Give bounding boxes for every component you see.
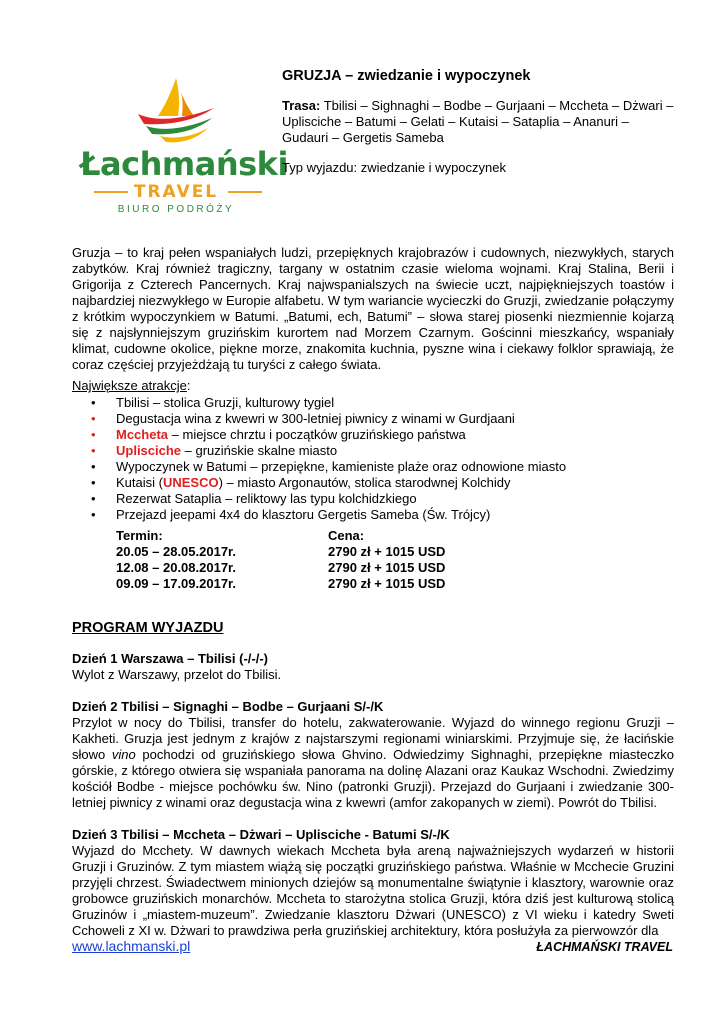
bullet-icon: • [91, 427, 96, 442]
logo-rule-right [228, 191, 262, 193]
day-text-emphasis: vino [111, 747, 136, 762]
date-cell: 09.09 – 17.09.2017r. [116, 576, 237, 591]
day-title: Dzień 1 Warszawa – Tbilisi (-/-/-) [72, 651, 268, 666]
dates-column [116, 528, 236, 592]
bullet-icon: • [91, 443, 96, 458]
list-item-text: Kutaisi ( [116, 475, 163, 490]
list-item-text: Wypoczynek w Batumi – przepiękne, kamieniste plaże oraz odnowione miasto [116, 459, 567, 474]
dates-heading: Termin: [116, 528, 163, 543]
date-cell: 12.08 – 20.08.2017r. [116, 560, 237, 575]
list-item-text: – miejsce chrztu i początków gruzińskiego państwa [168, 427, 466, 442]
bullet-icon: • [91, 459, 96, 474]
list-item-text: Tbilisi – stolica Gruzji, kulturowy tygiel [116, 395, 335, 410]
list-item-highlight: Mccheta [116, 427, 169, 442]
program-heading: PROGRAM WYJAZDU [72, 620, 224, 636]
list-item [72, 427, 674, 443]
bullet-icon: • [91, 475, 96, 490]
list-item-text: – gruzińskie skalne miasto [181, 443, 338, 458]
day-text: Wyjazd do Mcchety. W dawnych wiekach Mccheta była areną najważniejszych wydarzeń w historii Gruzji i Gruzinów. Z tym miastem wiążą się początki gruzińskiego państwa. Właśnie w Mcchecie Gruzini przyjęli chrzest. Świadectwem minionych dziejów są monumentalne świątynie i klasztory, warownie oraz grobowce gruzińskich monarchów. Mccheta to starożytna stolica Gruzji, która dziś jest kulturową stolicą Gruzinów i „miastem-muzeum”. Zwiedzanie klasztoru Dżwari (UNESCO) z VI wieku i katedry Sweti Cchoweli z XI w. Dżwari to prawdziwa perła gruzińskiej architektury, która posłużyła za pierwowzór dla [72, 843, 674, 938]
logo-brand-sub: TRAVEL [133, 182, 219, 202]
attractions-heading-text: Największe atrakcje [72, 378, 187, 393]
intro-paragraph: Gruzja – to kraj pełen wspaniałych ludzi, przepięknych krajobrazów i cudownych, niezwykłych, starych zabytków. Kraj również tragiczny, targany w ostatnim czasie wieloma wojnami. Kraj Stalina, Berii i Grigorija z Czterech Pancernych. Kraj najwspanialszych na świecie uczt, najpiękniejszych toastów i najbardziej niezwykłego w Europie alfabetu. W tym wariancie wycieczki do Gruzji, zwiedzanie połączymy z krótkim wypoczynkiem w Batumi. „Batumi, ech, Batumi” – słowa starej piosenki niezmiennie kojarzą się z najsłynniejszym gruzińskim kurortem nad Morzem Czarnym. Gościnni mieszkańcy, wspaniały klimat, cudowne okolice, piękne morze, znakomita kuchnia, pyszne wina i ciekawy folklor sprawiają, że coraz częściej przyjeżdżają tu turyści z całego świata. [72, 245, 674, 372]
route-label: Trasa: [282, 98, 321, 113]
list-item [72, 459, 674, 475]
list-item-highlight: Uplisciche [116, 443, 182, 458]
list-item-highlight: UNESCO [162, 475, 219, 490]
attractions-heading-colon: : [186, 378, 191, 393]
price-cell: 2790 zł + 1015 USD [328, 560, 446, 575]
footer-brand: ŁACHMAŃSKI TRAVEL [536, 940, 673, 954]
sail-logo-icon [132, 70, 222, 150]
day-text [72, 715, 674, 811]
list-item [72, 475, 674, 491]
list-item [72, 491, 674, 507]
prices-heading: Cena: [328, 528, 365, 543]
day-2 [72, 699, 674, 811]
list-item [72, 395, 674, 411]
prices-column [328, 528, 445, 592]
list-item-text: Przejazd jeepami 4x4 do klasztoru Gergetis Sameba (Św. Trójcy) [116, 507, 491, 522]
list-item-text: ) – miasto Argonautów, stolica starodwnej Kolchidy [218, 475, 511, 490]
date-cell: 20.05 – 28.05.2017r. [116, 544, 237, 559]
list-item-text: Degustacja wina z kwewri w 300-letniej piwnicy z winami w Gurdjaani [116, 411, 515, 426]
program-days [72, 651, 674, 955]
route-line [282, 98, 674, 146]
logo-brand-name: Łachmański [80, 145, 288, 183]
attractions-heading [72, 378, 674, 394]
price-cell: 2790 zł + 1015 USD [328, 544, 446, 559]
logo-tagline: BIURO PODRÓŻY [117, 204, 235, 215]
company-logo [70, 66, 288, 226]
intro-section [72, 245, 674, 373]
day-title: Dzień 3 Tbilisi – Mccheta – Dżwari – Uplisciche - Batumi S/-/K [72, 827, 450, 842]
day-text-part: Przylot w nocy do Tbilisi, transfer do hotelu, zakwaterowanie. Wyjazd do winnego regionu Gruzji – Kakheti. Gruzja jest jednym z krajów z najstarszymi regionami winiarskimi. Przyjmuje się, że łacińskie słowo [72, 715, 674, 762]
day-text-part: pochodzi od gruzińskiego słowa Ghvino. Odwiedzimy Sighnaghi, przepiękne miasteczko górskie, z którego otwiera się wspaniała panorama na dolinę Alazani oraz Kaukaz Wschodni. Zwiedzimy kościół Bodbe - miejsce pochówku św. Nino (patronki Gruzji). Przejazd do Gurjaani i zwiedzanie 300-letniej piwnicy z winami oraz degustacja wina z kwewri (amfor zakopanych w ziemi). Powrót do Tbilisi. [72, 747, 674, 810]
day-1 [72, 651, 674, 683]
bullet-icon: • [91, 411, 96, 426]
list-item-text: Rezerwat Sataplia – reliktowy las typu kolchidzkiego [116, 491, 417, 506]
day-title: Dzień 2 Tbilisi – Signaghi – Bodbe – Gurjaani S/-/K [72, 699, 384, 714]
website-link[interactable]: www.lachmanski.pl [72, 938, 191, 954]
day-text: Wylot z Warszawy, przelot do Tbilisi. [72, 667, 282, 682]
trip-type: Typ wyjazdu: zwiedzanie i wypoczynek [282, 160, 506, 175]
attractions-list [72, 395, 674, 523]
list-item [72, 443, 674, 459]
attractions-section [72, 378, 674, 523]
bullet-icon: • [91, 491, 96, 506]
header-block [282, 68, 674, 176]
route-text: Tbilisi – Sighnaghi – Bodbe – Gurjaani – Mccheta – Dżwari – Uplisciche – Batumi – Gelati – Kutaisi – Sataplia – Ananuri – Gudauri – Gergetis Sameba [282, 98, 674, 145]
price-cell: 2790 zł + 1015 USD [328, 576, 446, 591]
page-title: GRUZJA – zwiedzanie i wypoczynek [282, 68, 531, 84]
list-item [72, 411, 674, 427]
list-item [72, 507, 674, 523]
bullet-icon: • [91, 395, 96, 410]
bullet-icon: • [91, 507, 96, 522]
day-3 [72, 827, 674, 939]
